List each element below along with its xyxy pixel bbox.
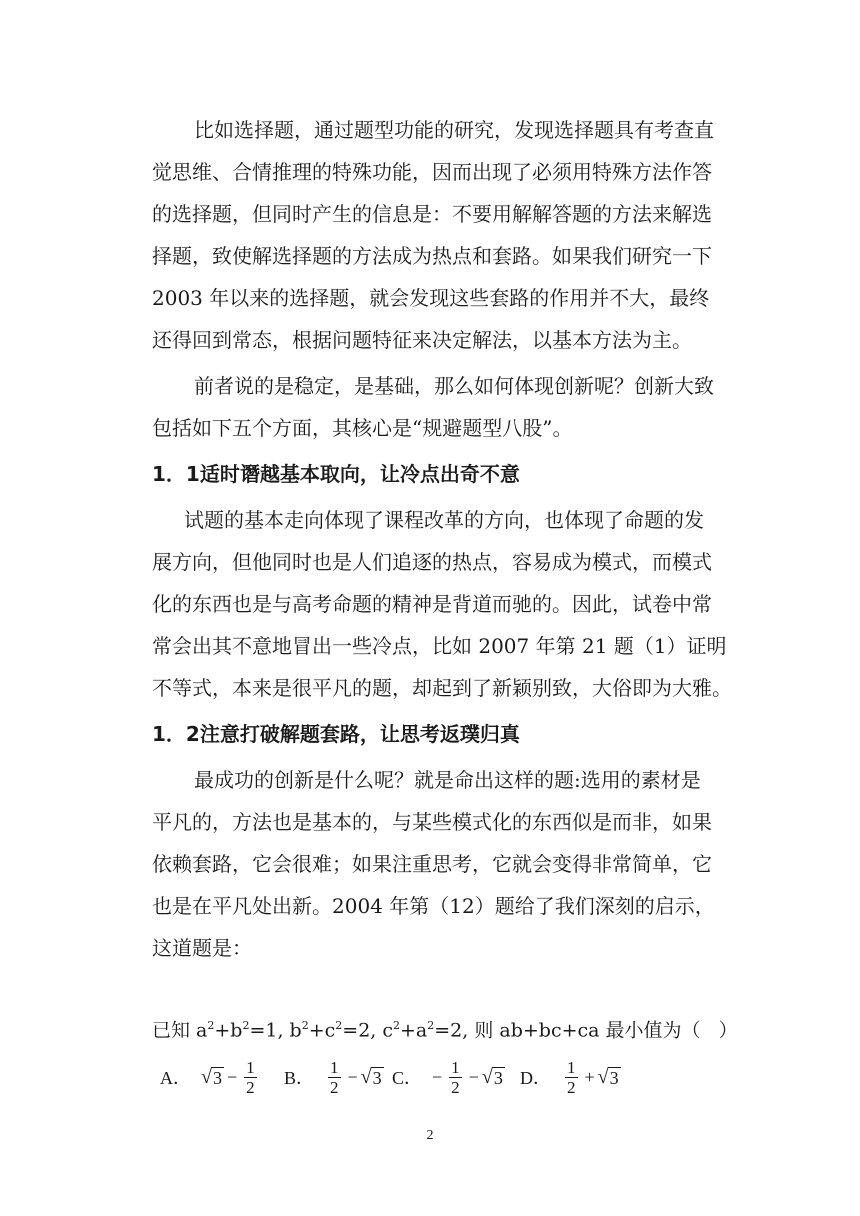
paragraph-line: 包括如下五个方面，其核心是“规避题型八股”。	[152, 416, 573, 440]
answer-options	[0, 1052, 860, 1102]
paragraph-line: 还得回到常态，根据问题特征来决定解法，以基本方法为主。	[152, 328, 692, 352]
paragraph-line: 2003 年以来的选择题，就会发现这些套路的作用并不大，最终	[152, 286, 710, 310]
fraction: $\frac{1}{2}$	[567, 1057, 576, 1097]
formula: $\frac{1}{2}$ + √ 3	[567, 1057, 619, 1097]
formula: − $\frac{1}{2}$ − √ 3	[432, 1057, 503, 1097]
paragraph-line: 化的东西也是与高考命题的精神是背道而驰的。因此，试卷中常	[152, 592, 712, 616]
section-heading: 1．2注意打破解题套路，让思考返璞归真	[152, 722, 520, 746]
paragraph-line: 展方向，但他同时也是人们追逐的热点，容易成为模式，而模式	[152, 550, 712, 574]
sqrt-expression: √ 3	[597, 1065, 619, 1088]
formula: √ 3 − $\frac{1}{2}$	[201, 1057, 255, 1097]
option-a	[160, 1052, 261, 1102]
paragraph-line: 不等式，本来是很平凡的题，却起到了新颖别致，大俗即为大雅。	[152, 676, 732, 700]
paragraph-line: 择题，致使解选择题的方法成为热点和套路。如果我们研究一下	[152, 244, 712, 268]
paragraph-line: 试题的基本走向体现了课程改革的方向，也体现了命题的发	[184, 508, 704, 532]
paragraph-line: 这道题是：	[152, 936, 252, 960]
paragraph-line: 最成功的创新是什么呢？就是命出这样的题:选用的素材是	[194, 768, 701, 792]
paragraph-line: 觉思维、合情推理的特殊功能，因而出现了必须用特殊方法作答	[152, 160, 712, 184]
paragraph-line: 的选择题，但同时产生的信息是：不要用解解答题的方法来解选	[152, 202, 712, 226]
paragraph-line: 前者说的是稳定，是基础，那么如何体现创新呢？创新大致	[194, 374, 714, 398]
option-c	[392, 1052, 505, 1102]
sqrt-expression: √ 3	[481, 1065, 503, 1088]
option-d	[520, 1052, 621, 1102]
question-stem: 已知 $a^2+b^2=1$, $b^2+c^2=2$, $c^2+a^2=2$, 则 ab+bc+ca 最小值为（ ）	[152, 1019, 738, 1042]
fraction: $\frac{1}{2}$	[451, 1057, 460, 1097]
paragraph-line: 常会出其不意地冒出一些冷点，比如 2007 年第 21 题（1）证明	[152, 634, 727, 658]
section-heading: 1．1适时谮越基本取向，让冷点出奇不意	[152, 462, 520, 486]
paragraph-line: 平凡的，方法也是基本的，与某些模式化的东西似是而非，如果	[152, 810, 712, 834]
option-label: D．	[520, 1068, 551, 1088]
formula: $\frac{1}{2}$ − √ 3	[330, 1057, 382, 1097]
sqrt-expression: √ 3	[360, 1065, 382, 1088]
sqrt-expression: √ 3	[201, 1065, 222, 1088]
paragraph-line: 依赖套路，它会很难；如果注重思考，它就会变得非常简单，它	[152, 852, 712, 876]
option-label: C．	[392, 1068, 423, 1088]
option-b	[284, 1052, 384, 1102]
page-number: 2	[426, 1128, 434, 1143]
option-label: B．	[284, 1068, 315, 1088]
fraction: $\frac{1}{2}$	[330, 1057, 339, 1097]
option-label: A．	[160, 1068, 191, 1088]
paragraph-line: 也是在平凡处出新。2004 年第（12）题给了我们深刻的启示，	[152, 894, 715, 918]
paragraph-line: 比如选择题，通过题型功能的研究，发现选择题具有考查直	[194, 118, 714, 142]
fraction: $\frac{1}{2}$	[246, 1057, 255, 1097]
